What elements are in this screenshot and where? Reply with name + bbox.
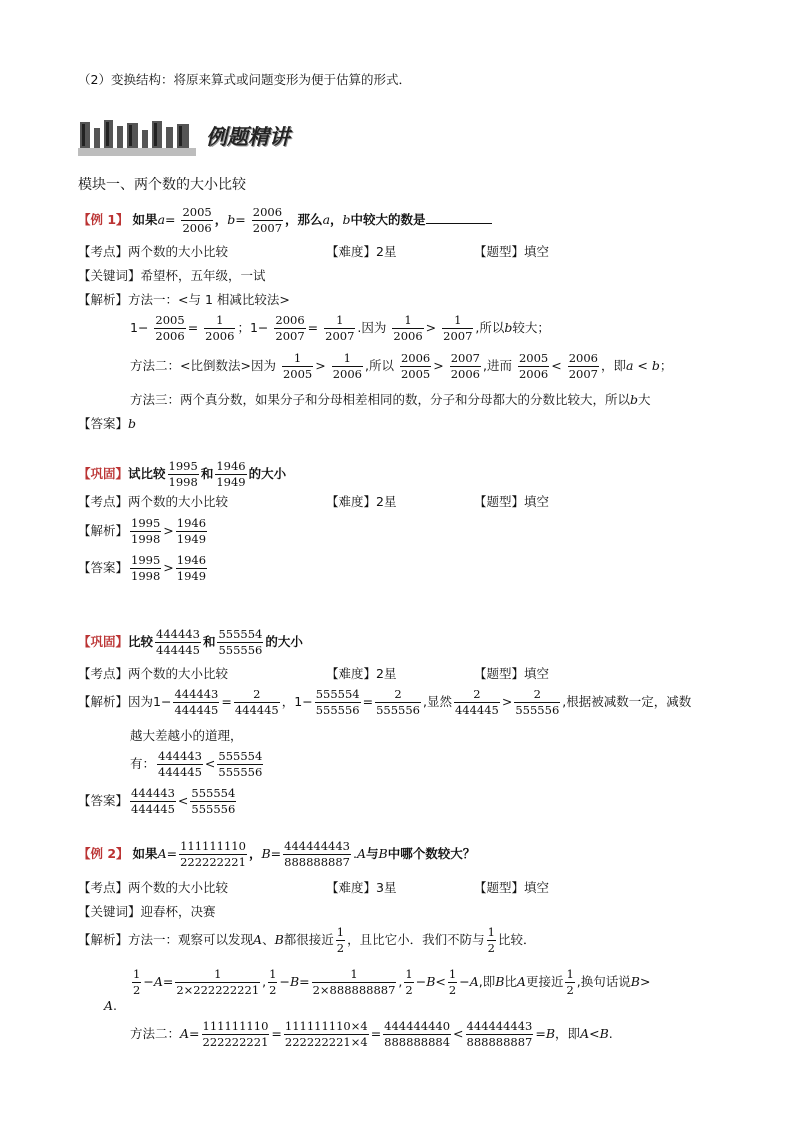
ex1-kw-label: 【关键词】: [78, 268, 141, 283]
ex1-keywords: [78, 270, 266, 283]
ex1-method1-title: [78, 294, 290, 307]
g2-nandu-label: 【难度】: [326, 666, 377, 681]
ex2-kaodian-label: 【考点】: [78, 880, 129, 895]
ex2-m1-half6: $\frac{1}{2}$: [448, 967, 457, 998]
ex2-cont-A: A: [104, 998, 114, 1013]
ex2-minus2: −: [279, 974, 290, 990]
ex1-m1-frac2: $\frac{1}{2006}$: [205, 313, 235, 344]
ex2-m1-A: A: [253, 932, 263, 948]
ex2-m1-A4: A: [516, 974, 526, 990]
ex1-m3-end: 大: [638, 392, 651, 407]
ex2-fraction-b: $\frac{444444443}{888888887}$: [284, 839, 350, 870]
ex2-m2-frac1: $\frac{111111110}{222222221}$: [202, 1019, 269, 1050]
ex2-m2-end: .: [608, 1026, 613, 1042]
module-title: 模块一、两个数的大小比较: [78, 177, 246, 193]
ex2-m1-A3: A: [469, 974, 479, 990]
g2-sol-frac5: $\frac{2}{444445}$: [454, 687, 499, 718]
ex2-m2-eq4: =: [535, 1026, 546, 1042]
g2-kaodian-row: [78, 668, 228, 681]
g2-sol-tail: ,根据被减数一定，减数: [562, 694, 692, 710]
g2-fraction-b: $\frac{555554}{555556}$: [218, 627, 263, 658]
g2-sol-frac4: $\frac{2}{555556}$: [376, 687, 420, 718]
g2-q-suffix: 的大小: [265, 634, 303, 650]
ex1-q-suffix: ，那么: [285, 212, 323, 228]
ex2-minus1: −: [143, 974, 154, 990]
g2-kaodian-label: 【考点】: [78, 666, 129, 681]
ex2-m1-c: ，且比它小．我们不防与: [347, 932, 485, 948]
g1-nandu: 2星: [376, 494, 397, 509]
g2-sol-obviously: ,显然: [422, 694, 452, 710]
ex1-tixing-row: [474, 246, 549, 259]
ex1-method3-line: [130, 394, 651, 407]
ex1-method1-line: [130, 314, 550, 343]
ex2-m1-A2: A: [153, 974, 163, 990]
ex1-m2-gt1: >: [315, 358, 326, 374]
ex1-m2-then: ,进而: [482, 358, 512, 374]
ex2-m1-B2: B: [289, 974, 300, 990]
ex2-nandu-label: 【难度】: [326, 880, 377, 895]
g1-question: [78, 460, 286, 489]
ex2-m2-B2: B: [599, 1026, 609, 1042]
ex1-nandu: 2星: [376, 244, 397, 259]
ex1-m1-frac3: $\frac{2006}{2007}$: [275, 313, 305, 344]
ex1-tixing: 填空: [524, 244, 550, 259]
ex2-m1-d: 比较．: [497, 932, 536, 948]
ex2-m2: 方法二：: [130, 1026, 181, 1042]
ex1-nandu-label: 【难度】: [326, 244, 377, 259]
g1-jiexi-label: 【解析】: [78, 523, 129, 539]
ex1-var-b2: b: [342, 212, 351, 228]
ex2-comma3: ,: [398, 974, 403, 990]
ex2-comma: ，: [248, 846, 262, 862]
ex2-conc2: 比: [504, 974, 517, 990]
ex1-fraction-a: $\frac{2005}{2006}$: [182, 205, 212, 236]
g2-solution-line3: [130, 750, 265, 779]
g2-q-prefix: 比较: [128, 634, 154, 650]
ex1-m1-title: 方法一：<与 1 相减比较法>: [128, 292, 290, 307]
g1-nandu-label: 【难度】: [326, 494, 377, 509]
ex2-m1-half2: $\frac{1}{2}$: [487, 925, 495, 956]
ex1-m2-frac3: $\frac{2006}{2005}$: [400, 351, 431, 382]
ex1-m1-frac1: $\frac{2005}{2006}$: [155, 313, 185, 344]
ex2-nandu: 3星: [376, 880, 397, 895]
ex1-label: 【例 1】: [78, 212, 129, 228]
ex2-tixing-row: [474, 882, 549, 895]
ex1-m1-end: ,所以: [475, 320, 505, 336]
ex2-m1-B4: B: [495, 974, 505, 990]
ex1-fraction-b: $\frac{2006}{2007}$: [252, 205, 283, 236]
g1-tixing-row: [474, 496, 549, 509]
ex1-kaodian: 两个数的大小比较: [128, 244, 229, 259]
g1-nandu-row: [326, 496, 396, 509]
ex1-jiexi-label: 【解析】: [78, 292, 129, 307]
ex2-method1-line2: [130, 968, 650, 997]
g1-fraction-b: $\frac{1946}{1949}$: [216, 459, 246, 490]
ex1-question: [78, 206, 492, 235]
g2-sol-sep: ，1−: [281, 694, 313, 710]
ex2-m2-B: B: [545, 1026, 556, 1042]
ex1-m2-frac2: $\frac{1}{2006}$: [332, 351, 362, 382]
section-title: 例题精讲: [206, 124, 290, 149]
ex1-m1-because: .因为: [357, 320, 387, 336]
ex2-question: [78, 840, 475, 869]
g2-sol-frac6: $\frac{2}{555556}$: [515, 687, 560, 718]
ex1-comma: ，: [214, 212, 228, 228]
ex1-m2-semicolon: ；: [659, 358, 673, 374]
ex2-tixing-label: 【题型】: [474, 880, 525, 895]
g1-ans-frac2: $\frac{1946}{1949}$: [176, 553, 207, 584]
ex1-tixing-label: 【题型】: [474, 244, 525, 259]
g2-answer: [78, 787, 238, 816]
g2-tixing-label: 【题型】: [474, 666, 525, 681]
g2-sol-frac3: $\frac{555554}{555556}$: [315, 687, 360, 718]
g2-have-lt: <: [204, 756, 216, 772]
ex1-m1-frac5: $\frac{1}{2006}$: [393, 313, 423, 344]
g1-sol-frac1: $\frac{1995}{1998}$: [131, 516, 161, 547]
ex1-kw: 希望杯，五年级，一试: [140, 268, 266, 283]
ex2-m1-d1: $\frac{1}{2\times 222222221}$: [176, 967, 260, 998]
g2-daan-label: 【答案】: [78, 793, 129, 809]
ex2-tixing: 填空: [524, 880, 550, 895]
ex2-method1-line3: [104, 1000, 117, 1013]
ex1-m1-one: 1−: [130, 320, 149, 336]
ex2-m1-half5: $\frac{1}{2}$: [405, 967, 413, 998]
ex1-m1-sep: ；1−: [237, 320, 269, 336]
ex2-m2-frac2: $\frac{111111110\times 4}{222222221\times 4}$: [284, 1019, 368, 1050]
g1-q-prefix: 试比较: [128, 466, 166, 482]
g2-sol-gt: >: [501, 694, 513, 710]
ex1-nandu-row: [326, 246, 396, 259]
ex2-jiexi-label: 【解析】: [78, 932, 129, 948]
ex2-label: 【例 2】: [78, 846, 129, 862]
ex2-method1-line1: [78, 926, 535, 955]
ex1-q-end: 中较大的数是: [350, 212, 426, 228]
ex2-m1-half4: $\frac{1}{2}$: [269, 967, 277, 998]
ex2-m2-eq1: =: [189, 1026, 200, 1042]
ex1-m2-frac1: $\frac{1}{2005}$: [282, 351, 313, 382]
ex2-m1-half1: $\frac{1}{2}$: [336, 925, 345, 956]
g2-sol-eq2: =: [362, 694, 374, 710]
intro-line: （2）变换结构：将原来算式或问题变形为便于估算的形式．: [78, 72, 411, 87]
ex2-m2-ie: ，即: [555, 1026, 581, 1042]
ex1-m2-ie: ，即: [600, 358, 626, 374]
g1-sol-gt: >: [163, 523, 174, 539]
g2-and: 和: [202, 634, 216, 650]
g2-label: 【巩固】: [78, 634, 129, 650]
ex1-kaodian-label: 【考点】: [78, 244, 129, 259]
ex1-m2-b: b: [651, 358, 660, 374]
g2-jiexi-label: 【解析】: [78, 694, 129, 710]
ex1-m2-ie2: <: [633, 358, 652, 374]
ex1-meta: [78, 246, 228, 259]
ex1-m2-title: 方法二：<比倒数法>因为: [130, 358, 276, 374]
ex2-dot: .: [113, 998, 118, 1013]
ex2-fraction-a: $\frac{111111110}{222222221}$: [180, 839, 246, 870]
ex2-eq4: =: [299, 974, 310, 990]
ex2-comma2: ,: [262, 974, 267, 990]
g2-have-frac1: $\frac{444443}{444445}$: [158, 749, 202, 780]
ex1-answer-value: b: [128, 416, 137, 431]
ex1-var-a2: a: [322, 212, 331, 228]
g1-fraction-a: $\frac{1995}{1998}$: [168, 459, 198, 490]
g1-tixing-label: 【题型】: [474, 494, 525, 509]
g2-tixing-row: [474, 668, 549, 681]
ex2-m1-B: B: [274, 932, 284, 948]
ex1-m1-eq: =: [187, 320, 199, 336]
g2-nandu-row: [326, 668, 396, 681]
g2-nandu: 2星: [376, 666, 397, 681]
ex2-var-B2: B: [378, 846, 388, 862]
ex2-q-mid: .: [352, 846, 357, 862]
g1-label: 【巩固】: [78, 466, 129, 482]
ex1-daan-label: 【答案】: [78, 416, 129, 431]
ex2-m1-B3: B: [426, 974, 436, 990]
ex1-m2-a: a: [625, 358, 634, 374]
ex2-m2-A: A: [180, 1026, 190, 1042]
ex2-keywords: [78, 906, 216, 919]
ex1-m1-eq2: =: [307, 320, 319, 336]
ex2-m2-lt2: <: [589, 1026, 600, 1042]
ex1-m1-frac6: $\frac{1}{2007}$: [443, 313, 473, 344]
ex2-var-B: B: [261, 846, 271, 862]
g1-answer: [78, 554, 209, 583]
g1-kaodian-label: 【考点】: [78, 494, 129, 509]
ex2-m1-half7: $\frac{1}{2}$: [566, 967, 574, 998]
ex2-kw: 迎春杯，决赛: [140, 904, 216, 919]
ex2-m1-b: 都很接近: [283, 932, 334, 948]
g1-sol-frac2: $\frac{1946}{1949}$: [176, 516, 207, 547]
g1-tixing: 填空: [524, 494, 550, 509]
g2-sol-because: 因为1−: [128, 694, 172, 710]
g2-sol-frac2: $\frac{2}{444445}$: [234, 687, 279, 718]
ex2-kaodian: 两个数的大小比较: [128, 880, 229, 895]
ex1-m2-so: ,所以: [364, 358, 394, 374]
g2-solution-line1: [78, 688, 691, 717]
ex2-eq3: =: [162, 974, 174, 990]
g2-fraction-a: $\frac{444443}{444445}$: [156, 627, 200, 658]
ex2-conc3: 更接近: [525, 974, 564, 990]
g2-question: [78, 628, 303, 657]
g2-tixing: 填空: [524, 666, 550, 681]
ex2-conc1: ,即: [478, 974, 496, 990]
g2-kaodian: 两个数的大小比较: [128, 666, 229, 681]
g1-and: 和: [200, 466, 214, 482]
ex2-m2-frac3: $\frac{444444440}{888888884}$: [384, 1019, 451, 1050]
ex2-lt1: <: [435, 974, 446, 990]
ex2-q-and: 与: [366, 846, 379, 862]
ex2-kw-label: 【关键词】: [78, 904, 141, 919]
g2-ans-lt: <: [177, 793, 189, 809]
ex2-q-end: 中哪个数较大？: [387, 846, 476, 862]
ex1-var-a: a: [157, 212, 166, 228]
ex1-m1-b: b: [504, 320, 513, 336]
ex2-eq1: =: [166, 846, 178, 862]
ex2-minus3: −: [415, 974, 427, 990]
g1-q-suffix: 的大小: [248, 466, 287, 482]
ex1-eq: =: [165, 212, 176, 228]
ex1-var-b: b: [227, 212, 236, 228]
ex1-m2-frac5: $\frac{2005}{2006}$: [518, 351, 549, 382]
ex1-eq2: =: [235, 212, 246, 228]
ex1-m2-lt: <: [551, 358, 562, 374]
ex2-m1-half3: $\frac{1}{2}$: [133, 967, 141, 998]
ex1-m3: 方法三：两个真分数，如果分子和分母相差相同的数，分子和分母都大的分数比较大，所以: [130, 392, 631, 407]
g1-solution: [78, 517, 209, 546]
ex2-m1-sep: 、: [262, 932, 275, 948]
ex1-m2-frac4: $\frac{2007}{2006}$: [450, 351, 480, 382]
g2-ans-frac2: $\frac{555554}{555556}$: [191, 786, 236, 817]
g2-ans-frac1: $\frac{444443}{444445}$: [131, 786, 175, 817]
ex1-m1-frac4: $\frac{1}{2007}$: [325, 313, 355, 344]
ex1-m1-end2: 较大；: [512, 320, 550, 336]
ex2-q-prefix: 如果: [132, 846, 158, 862]
ex2-m1-a: 方法一：观察可以发现: [128, 932, 254, 948]
ex1-m2-gt2: >: [433, 358, 444, 374]
g2-have-frac2: $\frac{555554}{555556}$: [218, 749, 263, 780]
ex1-m3-b: b: [630, 392, 639, 407]
g2-sol-frac1: $\frac{444443}{444445}$: [174, 687, 219, 718]
ex2-nandu-row: [326, 882, 396, 895]
ex1-answer-blank: [426, 222, 492, 224]
ex2-m2-lt: <: [453, 1026, 464, 1042]
section-banner-graphic: [78, 118, 196, 158]
ex2-conc4: ,换句话说: [576, 974, 631, 990]
ex2-var-A2: A: [356, 846, 366, 862]
ex2-minus4: −: [459, 974, 470, 990]
ex1-answer: [78, 418, 136, 431]
ex2-m2-frac4: $\frac{444444443}{888888887}$: [466, 1019, 533, 1050]
g2-sol-eq1: =: [221, 694, 232, 710]
g2-solution-line2: 越大差越小的道理，: [130, 728, 243, 743]
g1-ans-frac1: $\frac{1995}{1998}$: [131, 553, 161, 584]
g1-ans-gt: >: [163, 560, 174, 576]
ex1-q-prefix: 如果: [132, 212, 158, 228]
g1-daan-label: 【答案】: [78, 560, 129, 576]
ex2-eq2: =: [270, 846, 282, 862]
ex2-var-A: A: [157, 846, 167, 862]
ex2-m2-eq3: =: [370, 1026, 382, 1042]
g1-kaodian-row: [78, 496, 228, 509]
ex2-m1-B5: B: [630, 974, 640, 990]
ex1-q-mid: ，: [330, 212, 343, 228]
ex2-m2-eq2: =: [271, 1026, 282, 1042]
ex2-m1-d2: $\frac{1}{2\times 888888887}$: [312, 967, 396, 998]
ex1-m2-frac6: $\frac{2006}{2007}$: [568, 351, 598, 382]
ex2-method2-line: [130, 1020, 613, 1049]
ex2-m2-A2: A: [580, 1026, 590, 1042]
ex2-gt: >: [639, 974, 651, 990]
ex2-kaodian-row: [78, 882, 228, 895]
ex1-m1-gt: >: [425, 320, 437, 336]
g2-have: 有：: [130, 756, 156, 772]
g1-kaodian: 两个数的大小比较: [128, 494, 229, 509]
ex1-method2-line: [130, 352, 672, 381]
